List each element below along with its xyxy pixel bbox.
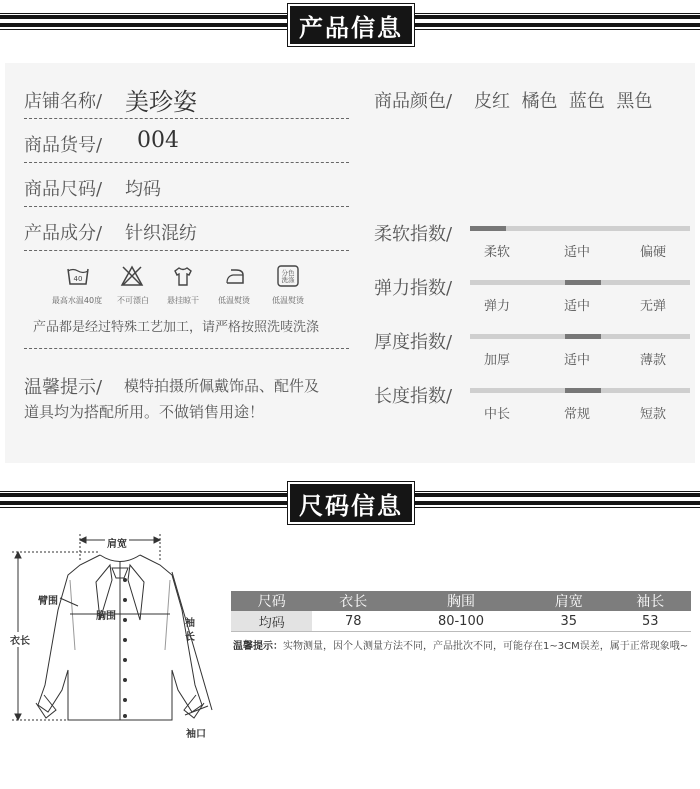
- care-caption: 低温熨烫: [218, 296, 250, 305]
- index-label: 弹力指数/: [374, 278, 453, 299]
- table-cell: 均码: [231, 611, 312, 632]
- cuff-label: 袖口: [186, 729, 206, 740]
- index-option: 短款: [640, 407, 667, 422]
- index-marker: [565, 334, 601, 339]
- care-caption: 不可漂白: [117, 296, 149, 305]
- length-label: 衣长: [10, 632, 30, 647]
- size-table: [231, 591, 691, 632]
- size-value: 均码: [125, 179, 161, 200]
- index-option: 无弹: [640, 299, 667, 314]
- index-option: 常规: [564, 407, 591, 422]
- table-cell: 53: [609, 611, 691, 632]
- divider: [24, 118, 349, 119]
- warm-tip-line1: 模特拍摄所佩戴饰品、配件及: [124, 377, 320, 395]
- index-option: 薄款: [640, 353, 667, 368]
- chest-label: 胸围: [96, 611, 116, 622]
- care-caption: 低温熨烫: [272, 296, 304, 305]
- sku-label: 商品货号/: [24, 135, 103, 156]
- low-iron-icon: [222, 264, 246, 288]
- index-option: 适中: [564, 299, 591, 314]
- svg-text:洗涤: 洗涤: [281, 276, 295, 284]
- hang-dry-icon: [171, 264, 195, 288]
- store-value: 美珍姿: [125, 88, 197, 116]
- size-tip-text: 实物测量，因个人测量方法不同，产品批次不同，可能存在1~3CM误差，属于正常现象哦~: [283, 641, 689, 652]
- index-option: 适中: [564, 353, 591, 368]
- size-tip: [233, 640, 693, 653]
- product-info-banner: [0, 4, 700, 42]
- col-header: 袖长: [609, 591, 691, 611]
- care-caption: 悬挂晾干: [167, 296, 199, 305]
- index-marker: [470, 226, 506, 231]
- size-label: 商品尺码/: [24, 179, 103, 200]
- index-option: 柔软: [484, 245, 511, 260]
- material-value: 针织混纺: [125, 223, 197, 244]
- index-label: 柔软指数/: [374, 224, 453, 245]
- index-option: 加厚: [484, 353, 511, 368]
- table-cell: 80-100: [394, 611, 528, 632]
- svg-text:40: 40: [73, 275, 83, 283]
- svg-text:分色: 分色: [281, 269, 295, 277]
- separate-wash-icon: [276, 264, 300, 288]
- divider: [24, 250, 349, 251]
- index-marker: [565, 280, 601, 285]
- index-option: 适中: [564, 245, 591, 260]
- col-header: 肩宽: [528, 591, 609, 611]
- size-tip-label: 温馨提示：: [233, 641, 283, 652]
- product-info-title: 产品信息: [288, 4, 414, 46]
- table-cell: 35: [528, 611, 609, 632]
- wash-40-icon: [66, 264, 90, 288]
- divider: [24, 162, 349, 163]
- warm-tip-label: 温馨提示/: [24, 377, 103, 398]
- material-label: 产品成分/: [24, 223, 103, 244]
- index-marker: [565, 388, 601, 393]
- divider: [24, 206, 349, 207]
- table-header-row: [231, 591, 691, 611]
- col-header: 衣长: [312, 591, 393, 611]
- index-label: 厚度指数/: [374, 332, 453, 353]
- index-option: 弹力: [484, 299, 511, 314]
- index-label: 长度指数/: [374, 386, 453, 407]
- warm-tip-line2: 道具均为搭配所用。不做销售用途！: [24, 403, 265, 421]
- size-info-title: 尺码信息: [288, 482, 414, 524]
- col-header: 尺码: [231, 591, 312, 611]
- index-option: 中长: [484, 407, 511, 422]
- sleeve-label: 袖长: [185, 618, 195, 643]
- color-value: 皮红 橘色 蓝色 黑色: [474, 91, 653, 112]
- shoulder-label: 肩宽: [105, 535, 129, 550]
- col-header: 胸围: [394, 591, 528, 611]
- no-bleach-icon: [120, 264, 144, 288]
- care-caption: 最高水温40度: [51, 296, 103, 305]
- care-note: 产品都是经过特殊工艺加工，请严格按照洗唛洗涤: [33, 320, 320, 335]
- arm-label: 臂围: [38, 596, 58, 607]
- table-cell: 78: [312, 611, 393, 632]
- store-label: 店铺名称/: [24, 91, 103, 112]
- index-option: 偏硬: [640, 245, 667, 260]
- sku-value: 004: [137, 128, 179, 153]
- size-info-banner: [0, 482, 700, 520]
- table-row: [231, 611, 691, 632]
- divider: [24, 348, 349, 349]
- color-label: 商品颜色/: [374, 91, 453, 112]
